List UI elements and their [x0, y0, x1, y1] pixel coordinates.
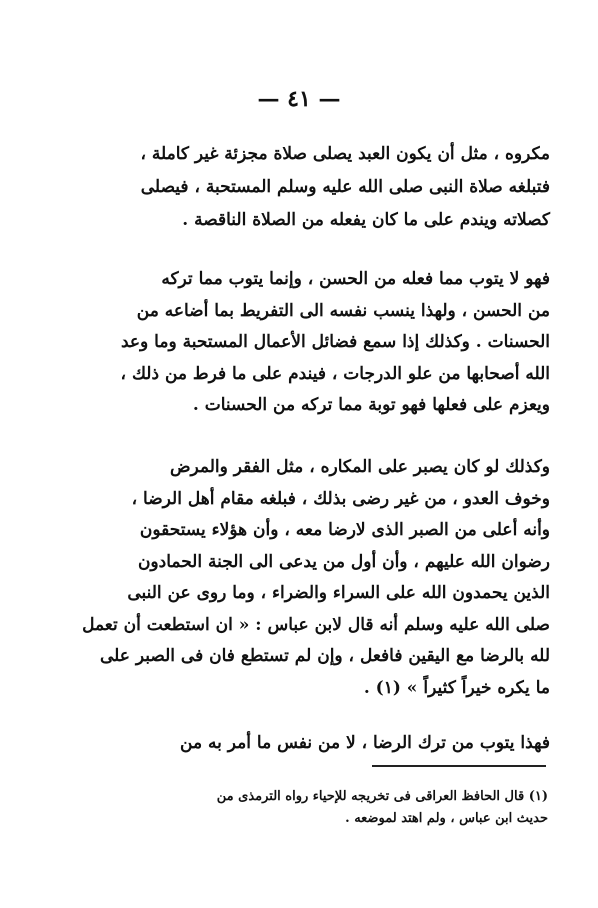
text-line: الحسنات . وكذلك إذا سمع فضائل الأعمال المستحبة وما وعد: [120, 332, 550, 352]
text-line: كصلاته ويندم على ما كان يفعله من الصلاة الناقصة .: [182, 210, 550, 230]
text-line: لله بالرضا مع اليقين فافعل ، وإن لم تستطع فان فى الصبر على: [100, 646, 550, 666]
text-line: صلى الله عليه وسلم أنه قال لابن عباس : « ان استطعت أن تعمل: [82, 614, 550, 635]
paragraph-1: [66, 138, 550, 237]
text-line: رضوان الله عليهم ، وأن أول من يدعى الى الجنة الحمادون: [137, 551, 550, 572]
text-line: وأنه أعلى من الصبر الذى لارضا معه ، وأن هؤلاء يستحقون: [139, 520, 550, 540]
text-line: مكروه ، مثل أن يكون العبد يصلى صلاة مجزئة غير كاملة ،: [140, 144, 550, 164]
text-line: ويعزم على فعلها فهو توبة مما تركه من الحسنات .: [192, 395, 550, 415]
text-line: فهو لا يتوب مما فعله من الحسن ، وإنما يتوب مما تركه: [161, 269, 550, 289]
footnote: [70, 786, 548, 830]
paragraph-4: [66, 728, 550, 760]
footnote-line: (١) قال الحافظ العراقى فى تخريجه للإحياء رواه الترمذى من: [216, 789, 548, 804]
text-line: فتبلغه صلاة النبى صلى الله عليه وسلم المستحبة ، فيصلى: [140, 177, 550, 197]
text-line: من الحسن ، ولهذا ينسب نفسه الى التفريط بما أضاعه من: [136, 300, 550, 321]
page-number: — ٤١ —: [257, 86, 341, 112]
footnote-divider: [372, 765, 546, 767]
paragraph-2: [66, 264, 550, 422]
text-line: وخوف العدو ، من غير رضى بذلك ، فبلغه مقام أهل الرضا ،: [131, 488, 550, 509]
paragraph-3: [66, 452, 550, 704]
text-line: وكذلك لو كان يصبر على المكاره ، مثل الفقر والمرض: [169, 457, 550, 477]
text-line: فهذا يتوب من ترك الرضا ، لا من نفس ما أمر به من: [180, 733, 550, 753]
text-line: الذين يحمدون الله على السراء والضراء ، وما روى عن النبى: [127, 583, 550, 603]
text-line: الله أصحابها من علو الدرجات ، فيندم على ما فرط من ذلك ،: [120, 363, 550, 384]
footnote-line: حديث ابن عباس ، ولم اهتد لموضعه .: [345, 811, 548, 826]
text-line: ما يكره خيراً كثيراً » (١) .: [363, 677, 550, 698]
